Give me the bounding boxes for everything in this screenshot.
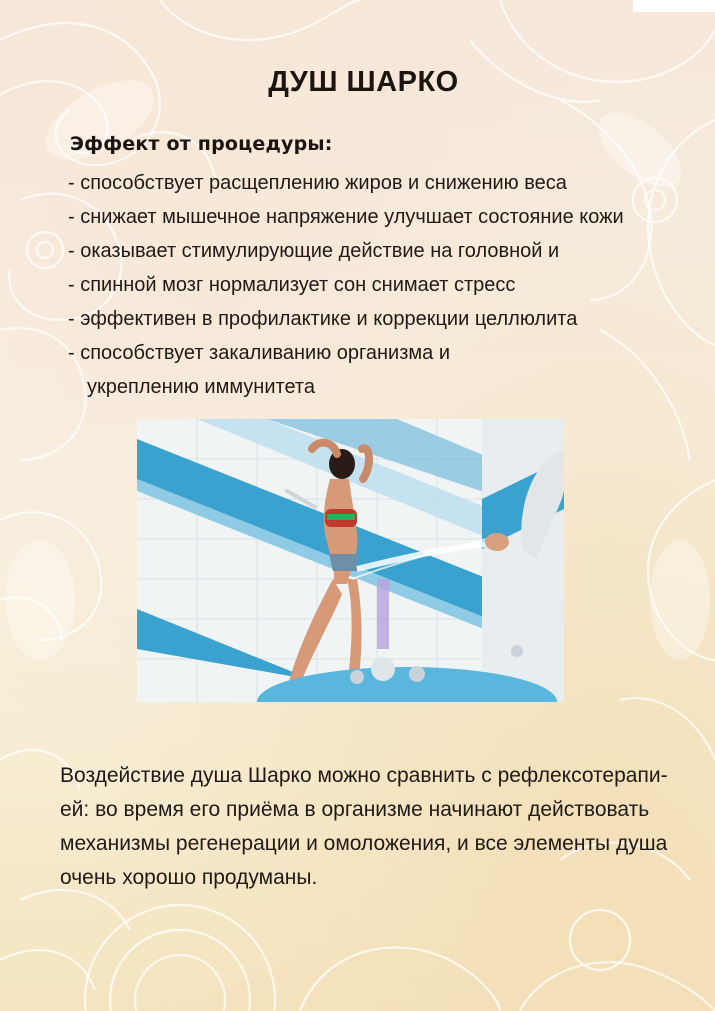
effect-item: - оказывает стимулирующие действие на головной и (68, 240, 560, 262)
effect-item: - снижает мышечное напряжение улучшает состояние кожи (68, 206, 624, 228)
effects-list (68, 166, 688, 404)
description-line: механизмы регенерации и омоложения, и все элементы душа (60, 832, 668, 855)
effect-item: - спинной мозг нормализует сон снимает стресс (68, 274, 516, 296)
description-line: Воздействие душа Шарко можно сравнить с рефлексотерапи- (60, 764, 668, 787)
description-line: очень хорошо продуманы. (60, 866, 318, 889)
description-line: ей: во время его приёма в организме начинают действовать (60, 798, 650, 821)
effect-item: - способствует закаливанию организма и (68, 342, 451, 364)
effect-item-continuation: укреплению иммунитета (87, 376, 315, 398)
corner-notch (633, 0, 715, 12)
page-title: ДУШ ШАРКО (268, 66, 459, 98)
effect-item: - эффективен в профилактике и коррекции целлюлита (68, 308, 578, 330)
effects-heading: Эффект от процедуры: (70, 133, 333, 155)
effect-item: - способствует расщеплению жиров и снижению веса (68, 172, 567, 194)
charcot-shower-photo (137, 419, 564, 702)
description-paragraph (60, 759, 668, 895)
